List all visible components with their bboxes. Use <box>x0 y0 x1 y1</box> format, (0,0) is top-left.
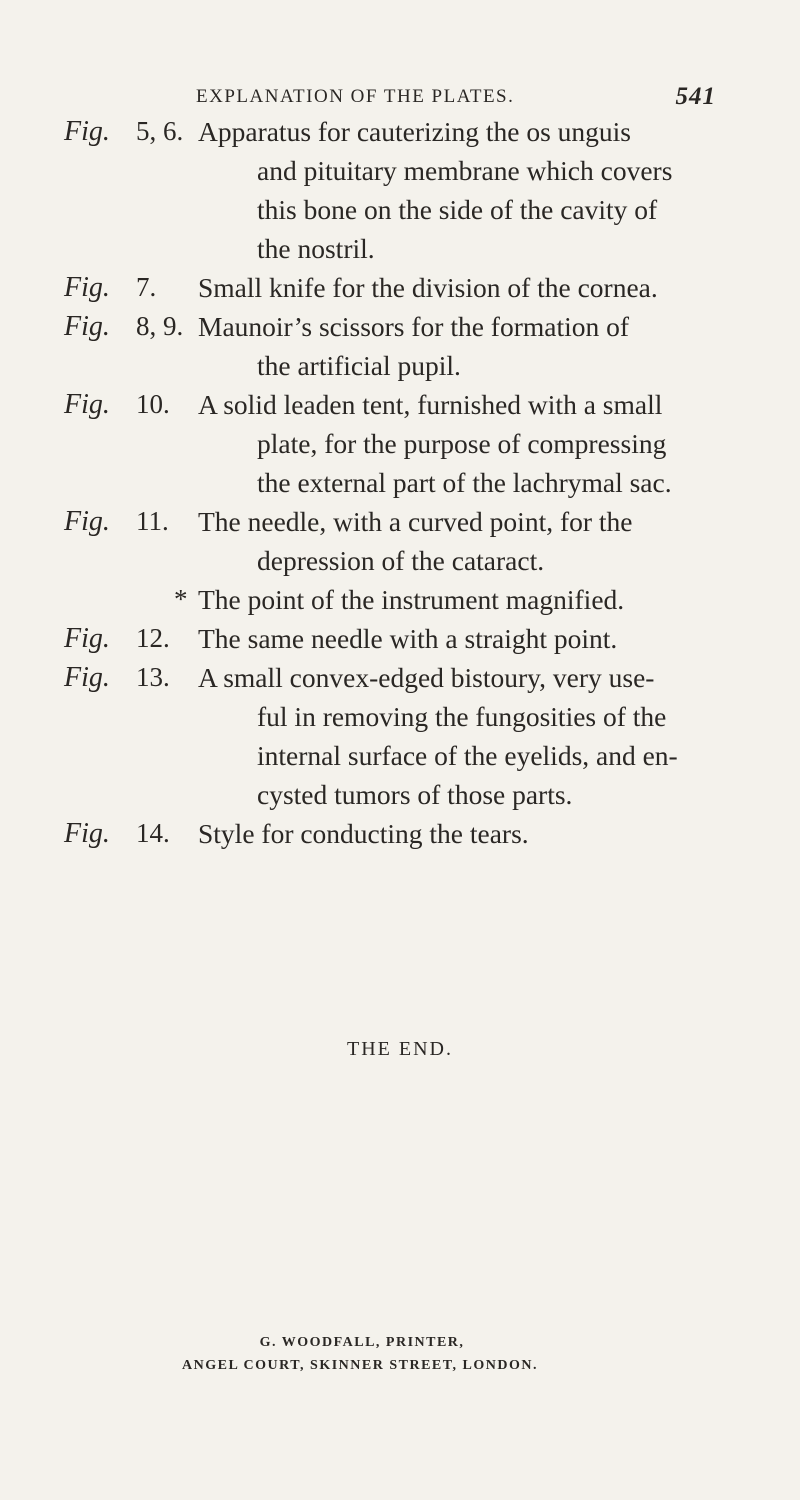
figure-label: Fig. <box>64 506 110 537</box>
figure-number: 12. <box>136 623 170 653</box>
figure-entry <box>0 619 800 658</box>
figure-label: Fig. <box>64 116 110 147</box>
figure-number: 10. <box>136 389 170 419</box>
figure-description-line: the nostril. <box>257 233 375 264</box>
figure-number: 14. <box>136 818 170 848</box>
figure-description-line: plate, for the purpose of compressing <box>257 428 667 459</box>
page-number: 541 <box>675 83 716 110</box>
printer-imprint-line-2: ANGEL COURT, SKINNER STREET, LONDON. <box>182 1358 538 1373</box>
figure-entry <box>0 814 800 853</box>
figure-description-line: The point of the instrument magnified. <box>198 584 625 615</box>
figure-description-line: ful in removing the fungosities of the <box>257 701 667 732</box>
footnote-asterisk: * <box>174 584 188 614</box>
figure-description-line: A solid leaden tent, furnished with a small <box>198 389 663 420</box>
figure-number: 8, 9. <box>136 311 184 341</box>
figure-description-line: Style for conducting the tears. <box>198 818 529 849</box>
printer-imprint-line-1: G. WOODFALL, PRINTER, <box>259 1335 465 1350</box>
figure-label: Fig. <box>64 311 110 342</box>
figure-label: Fig. <box>64 818 110 849</box>
figure-description-line: depression of the cataract. <box>257 545 545 576</box>
figure-entry <box>0 658 800 814</box>
figure-description-line: internal surface of the eyelids, and en- <box>257 740 678 771</box>
figure-label: Fig. <box>64 272 110 303</box>
figure-label: Fig. <box>64 389 110 420</box>
figure-description-line: this bone on the side of the cavity of <box>257 194 658 225</box>
figure-entry <box>0 307 800 385</box>
figure-description-line: The same needle with a straight point. <box>198 623 618 654</box>
figure-number: 5, 6. <box>136 116 184 146</box>
figure-description-line: The needle, with a curved point, for the <box>198 506 633 537</box>
figure-description-line: Small knife for the division of the cornea. <box>198 272 658 303</box>
figure-description-line: A small convex-edged bistoury, very use- <box>198 662 655 693</box>
figure-description-line: cysted tumors of those parts. <box>257 779 573 810</box>
figure-description-line: Apparatus for cauterizing the os unguis <box>198 116 632 147</box>
the-end-mark: THE END. <box>347 1038 453 1060</box>
figure-number: 13. <box>136 662 170 692</box>
figure-number: 7. <box>136 272 157 302</box>
figure-entry <box>0 268 800 307</box>
figure-label: Fig. <box>64 662 110 693</box>
figure-entry <box>0 502 800 580</box>
figure-description-line: the artificial pupil. <box>257 350 461 381</box>
figure-description-line: and pituitary membrane which covers <box>257 155 673 186</box>
figure-number: 11. <box>136 506 169 536</box>
figure-entry <box>0 580 800 619</box>
figure-entry <box>0 112 800 268</box>
figure-description-line: Maunoir’s scissors for the formation of <box>198 311 630 342</box>
figure-description-line: the external part of the lachrymal sac. <box>257 467 672 498</box>
figure-label: Fig. <box>64 623 110 654</box>
running-head-title: EXPLANATION OF THE PLATES. <box>196 86 515 107</box>
figure-entry <box>0 385 800 502</box>
